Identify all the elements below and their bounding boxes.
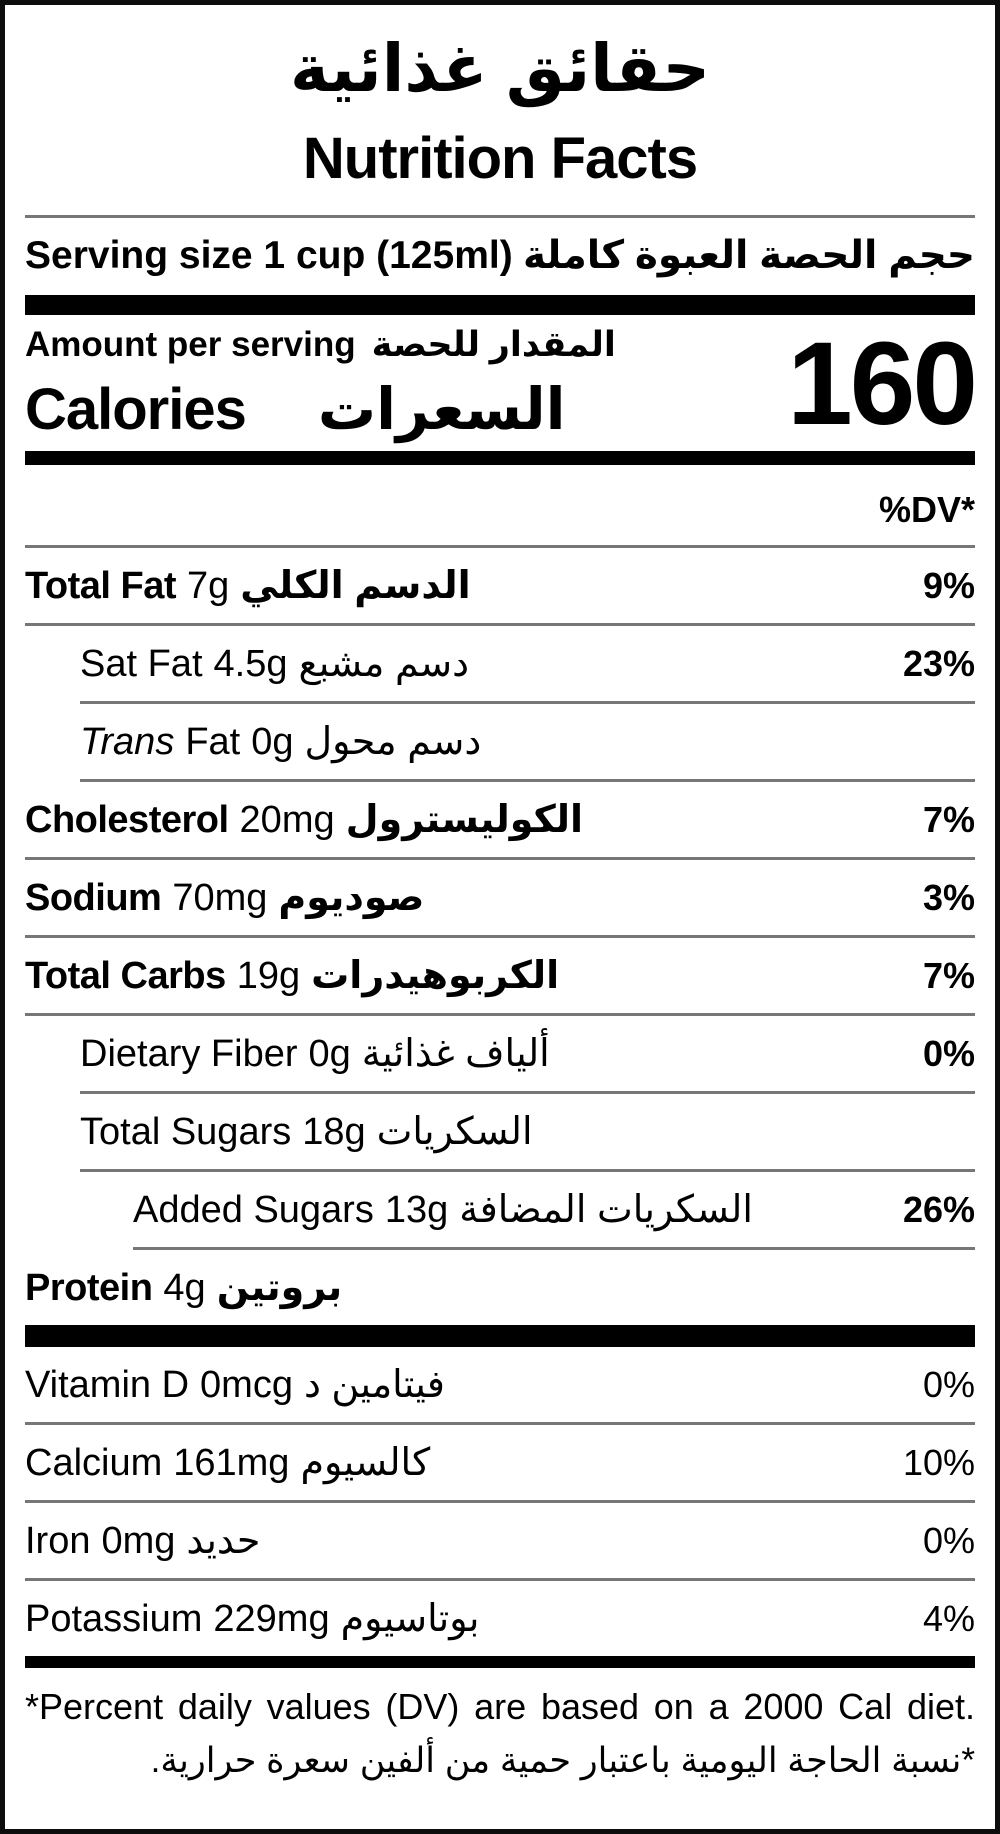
- nutrient-amount: 19g: [236, 954, 301, 997]
- nutrient-name-arabic: ألياف غذائية: [361, 1032, 550, 1075]
- vitamin-name-arabic: بوتاسيوم: [340, 1597, 480, 1640]
- nutrient-name-arabic: دسم مشبع: [298, 642, 470, 685]
- nutrient-dv: 7%: [922, 954, 975, 996]
- vitamin-amount: 161mg: [173, 1441, 290, 1484]
- footnote-arabic: *نسبة الحاجة اليومية باعتبار حمية من ألفين سعرة حرارية.: [150, 1740, 975, 1780]
- nutrient-row-added-sugars: [25, 1172, 975, 1247]
- nutrient-row-total-carbs: [25, 938, 975, 1013]
- nutrient-name-english: Sat Fat: [80, 642, 203, 685]
- nutrient-name-english-italic: Trans: [80, 720, 175, 763]
- thick-bar: [25, 1325, 975, 1347]
- nutrient-amount: 18g: [302, 1110, 366, 1153]
- vitamin-name-english: Potassium: [25, 1597, 203, 1640]
- vitamin-row-iron: [25, 1503, 975, 1578]
- nutrient-name-english: Total Carbs: [25, 954, 226, 997]
- vitamin-row-potassium: [25, 1581, 975, 1656]
- nutrient-row-sat-fat: [25, 626, 975, 701]
- nutrient-dv: 7%: [922, 798, 975, 840]
- vitamin-row-calcium: [25, 1425, 975, 1500]
- vitamin-name-arabic: فيتامين د: [303, 1363, 445, 1406]
- vitamin-name-english: Calcium: [25, 1441, 163, 1484]
- vitamin-name-english: Iron: [25, 1519, 91, 1562]
- nutrient-name-english: Dietary Fiber: [80, 1032, 298, 1075]
- vitamin-dv: 0%: [922, 1363, 975, 1405]
- nutrient-name-arabic: دسم محول: [304, 720, 482, 763]
- nutrient-name-arabic: الدسم الكلي: [240, 564, 471, 607]
- nutrient-name-arabic: السكريات: [376, 1110, 533, 1153]
- nutrient-name-english: Total Fat: [25, 564, 177, 607]
- nutrient-amount: 20mg: [239, 798, 335, 841]
- footnote-english: *Percent daily values (DV) are based on a 2000 Cal diet.: [25, 1685, 975, 1727]
- calories-label: [25, 375, 616, 443]
- calories-value: 160: [787, 317, 975, 450]
- nutrient-dv: 23%: [902, 642, 975, 684]
- title-english: Nutrition Facts: [302, 126, 698, 191]
- vitamin-amount: 229mg: [213, 1597, 330, 1640]
- vitamin-name-arabic: كالسيوم: [300, 1441, 431, 1484]
- percent-dv-header: %DV*: [878, 488, 975, 530]
- calories-block: [25, 315, 975, 451]
- nutrient-dv: 9%: [922, 564, 975, 606]
- vitamin-amount: 0mg: [101, 1519, 176, 1562]
- nutrient-dv: 26%: [902, 1188, 975, 1230]
- vitamin-dv: 4%: [922, 1597, 975, 1639]
- nutrient-row-total-fat: [25, 548, 975, 623]
- thick-bar: [25, 295, 975, 315]
- nutrient-name-english: Fat: [185, 720, 241, 763]
- vitamin-name-english: Vitamin D: [25, 1363, 190, 1406]
- nutrient-amount: 0g: [308, 1032, 351, 1075]
- footnote: [25, 1672, 975, 1784]
- nutrient-dv: 3%: [922, 876, 975, 918]
- title-arabic: حقائق غذائية: [289, 31, 711, 105]
- nutrient-name-english: Sodium: [25, 876, 162, 919]
- amount-per-serving-arabic: المقدار للحصة: [371, 324, 616, 364]
- nutrient-name-english: Cholesterol: [25, 798, 229, 841]
- nutrient-name-english: Added Sugars: [133, 1188, 374, 1231]
- vitamin-amount: 0mcg: [200, 1363, 293, 1406]
- amount-per-serving-english: Amount per serving: [25, 324, 356, 364]
- nutrient-row-cholesterol: [25, 782, 975, 857]
- vitamin-row-vitamin-d: [25, 1347, 975, 1422]
- medium-bar: [25, 1656, 975, 1668]
- nutrient-row-total-sugars: [25, 1094, 975, 1169]
- nutrient-name-arabic: بروتين: [216, 1266, 343, 1309]
- vitamin-dv: 0%: [922, 1519, 975, 1561]
- vitamin-dv: 10%: [902, 1441, 975, 1483]
- nutrient-name-english: Total Sugars: [80, 1110, 292, 1153]
- amount-per-serving: [25, 325, 616, 365]
- calories-label-arabic: السعرات: [317, 376, 566, 442]
- nutrient-row-protein: [25, 1250, 975, 1325]
- medium-bar: [25, 451, 975, 465]
- calories-left: [25, 325, 616, 443]
- nutrient-row-dietary-fiber: [25, 1016, 975, 1091]
- nutrient-name-english: Protein: [25, 1266, 153, 1309]
- serving-size-english: Serving size 1 cup (125ml): [25, 233, 513, 277]
- nutrient-amount: 4.5g: [213, 642, 288, 685]
- vitamin-name-arabic: حديد: [186, 1519, 261, 1562]
- nutrient-name-arabic: الكربوهيدرات: [311, 954, 560, 997]
- serving-size-arabic: حجم الحصة العبوة كاملة: [523, 233, 975, 277]
- calories-label-english: Calories: [25, 376, 246, 442]
- nutrient-amount: 0g: [251, 720, 294, 763]
- nutrient-dv: 0%: [922, 1032, 975, 1074]
- nutrient-amount: 70mg: [172, 876, 268, 919]
- nutrient-name-arabic: صوديوم: [278, 876, 425, 919]
- nutrient-name-arabic: السكريات المضافة: [459, 1188, 753, 1231]
- nutrient-amount: 7g: [187, 564, 230, 607]
- serving-size-row: [25, 218, 975, 295]
- nutrient-amount: 13g: [384, 1188, 449, 1231]
- nutrient-row-sodium: [25, 860, 975, 935]
- nutrient-name-arabic: الكوليسترول: [345, 798, 584, 841]
- nutrient-row-trans-fat: [25, 704, 975, 779]
- nutrient-amount: 4g: [163, 1266, 206, 1309]
